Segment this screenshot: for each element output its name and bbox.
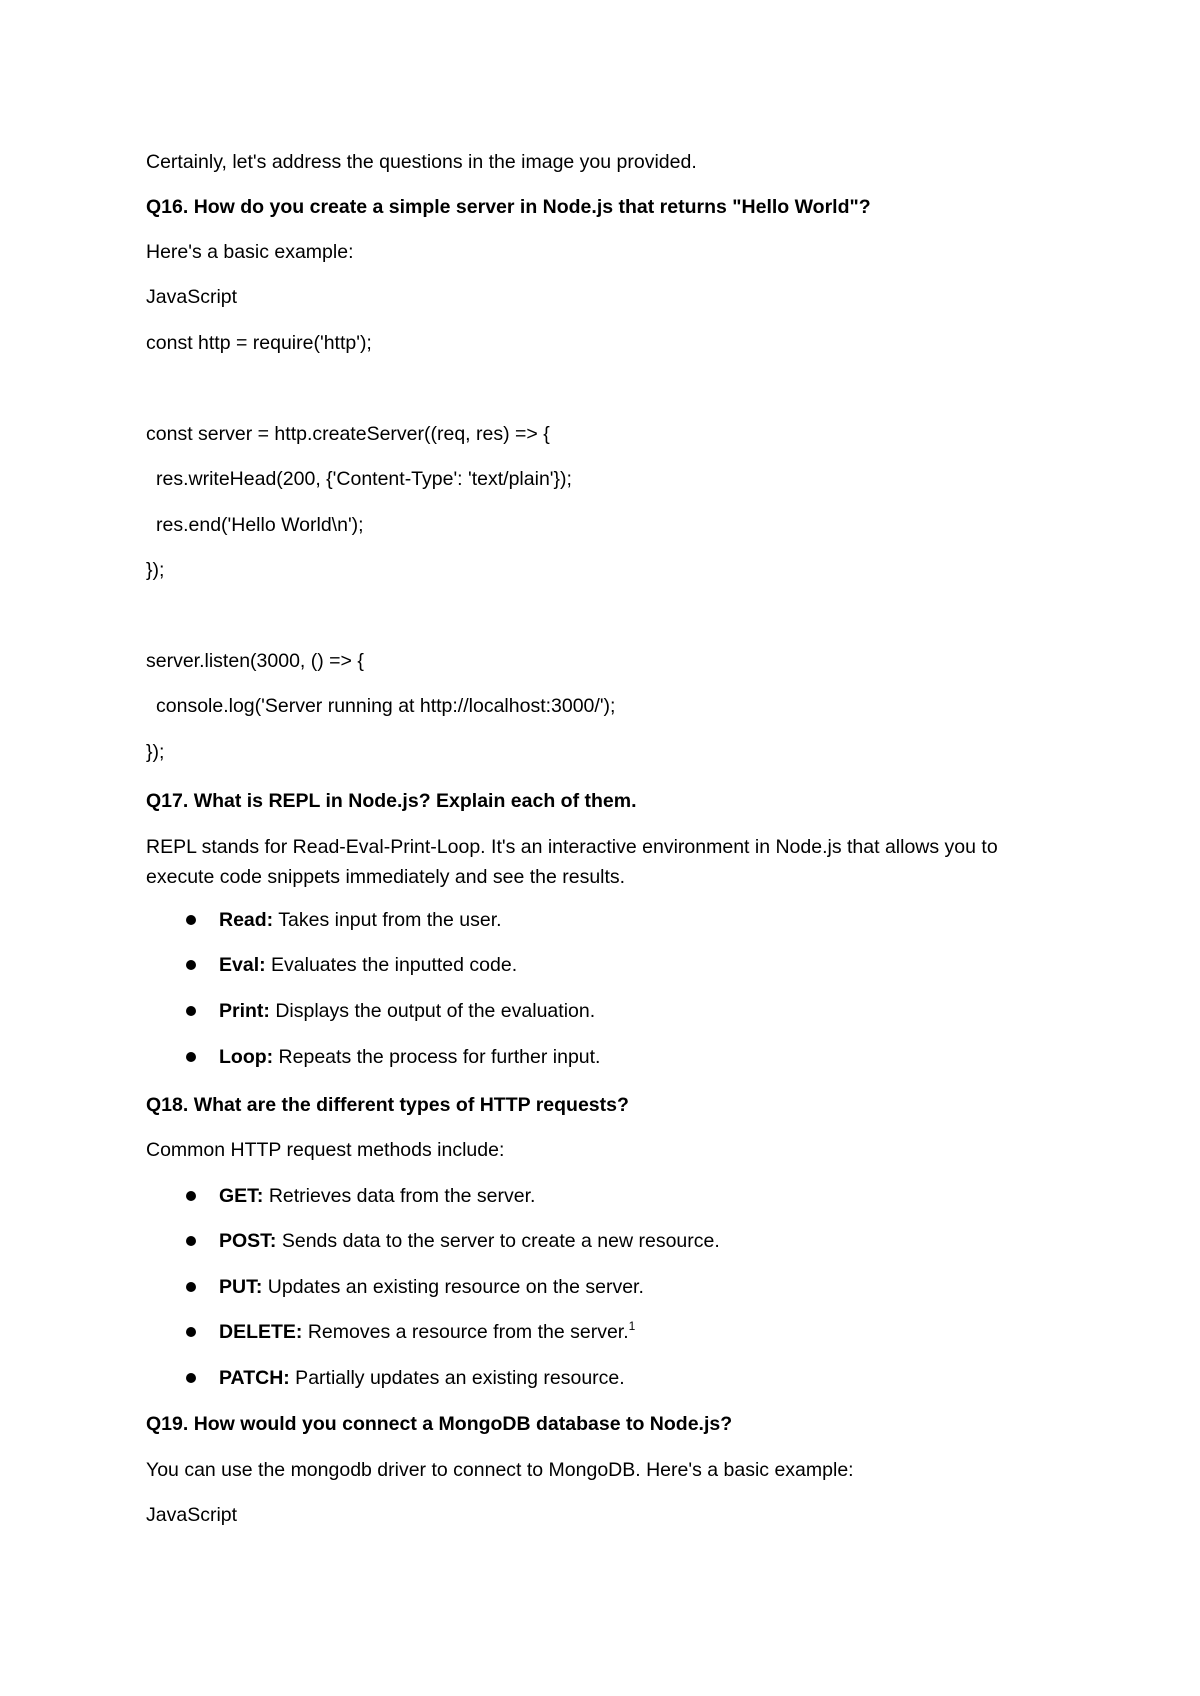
q16-language-label: JavaScript <box>146 286 238 308</box>
list-item: POST: Sends data to the server to create a new resource. <box>219 1230 720 1252</box>
list-item: GET: Retrieves data from the server. <box>219 1185 536 1207</box>
q18-heading: Q18. What are the different types of HTTP requests? <box>146 1094 629 1116</box>
code-line: }); <box>146 741 165 763</box>
list-item: Eval: Evaluates the inputted code. <box>219 954 518 976</box>
list-item: DELETE: Removes a resource from the server.$^1$ <box>219 1319 636 1343</box>
footnote-marker: 1 <box>628 1319 636 1333</box>
code-line: const http = require('http'); <box>146 332 372 354</box>
intro-text: Certainly, let's address the questions in the image you provided. <box>146 151 697 173</box>
q19-language-label: JavaScript <box>146 1504 238 1526</box>
bullet-icon <box>186 915 196 925</box>
list-item: PATCH: Partially updates an existing resource. <box>219 1367 625 1389</box>
list-item: Print: Displays the output of the evaluation. <box>219 1000 596 1022</box>
code-line: server.listen(3000, () => { <box>146 650 364 672</box>
list-item: Loop: Repeats the process for further input. <box>219 1046 601 1068</box>
code-line: res.end('Hello World\n'); <box>156 514 364 536</box>
bullet-icon <box>186 1282 196 1292</box>
q19-lead: You can use the mongodb driver to connect to MongoDB. Here's a basic example: <box>146 1459 854 1481</box>
bullet-icon <box>186 1191 196 1201</box>
bullet-icon <box>186 1327 196 1337</box>
q16-heading: Q16. How do you create a simple server in Node.js that returns "Hello World"? <box>146 196 871 218</box>
code-line: const server = http.createServer((req, res) => { <box>146 423 550 445</box>
code-line: res.writeHead(200, {'Content-Type': 'text/plain'}); <box>156 468 572 490</box>
bullet-icon <box>186 1052 196 1062</box>
q19-heading: Q19. How would you connect a MongoDB database to Node.js? <box>146 1413 733 1435</box>
q17-paragraph-line-1: REPL stands for Read-Eval-Print-Loop. It's an interactive environment in Node.js that allows you to <box>146 836 998 858</box>
bullet-icon <box>186 1006 196 1016</box>
q17-paragraph-line-2: execute code snippets immediately and see the results. <box>146 866 626 888</box>
code-line: console.log('Server running at http://localhost:3000/'); <box>156 695 616 717</box>
code-line: }); <box>146 559 165 581</box>
q18-lead: Common HTTP request methods include: <box>146 1139 505 1161</box>
list-item: PUT: Updates an existing resource on the server. <box>219 1276 644 1298</box>
q16-lead: Here's a basic example: <box>146 241 354 263</box>
bullet-icon <box>186 960 196 970</box>
bullet-icon <box>186 1373 196 1383</box>
q17-heading: Q17. What is REPL in Node.js? Explain each of them. <box>146 790 637 812</box>
list-item: Read: Takes input from the user. <box>219 909 502 931</box>
bullet-icon <box>186 1236 196 1246</box>
